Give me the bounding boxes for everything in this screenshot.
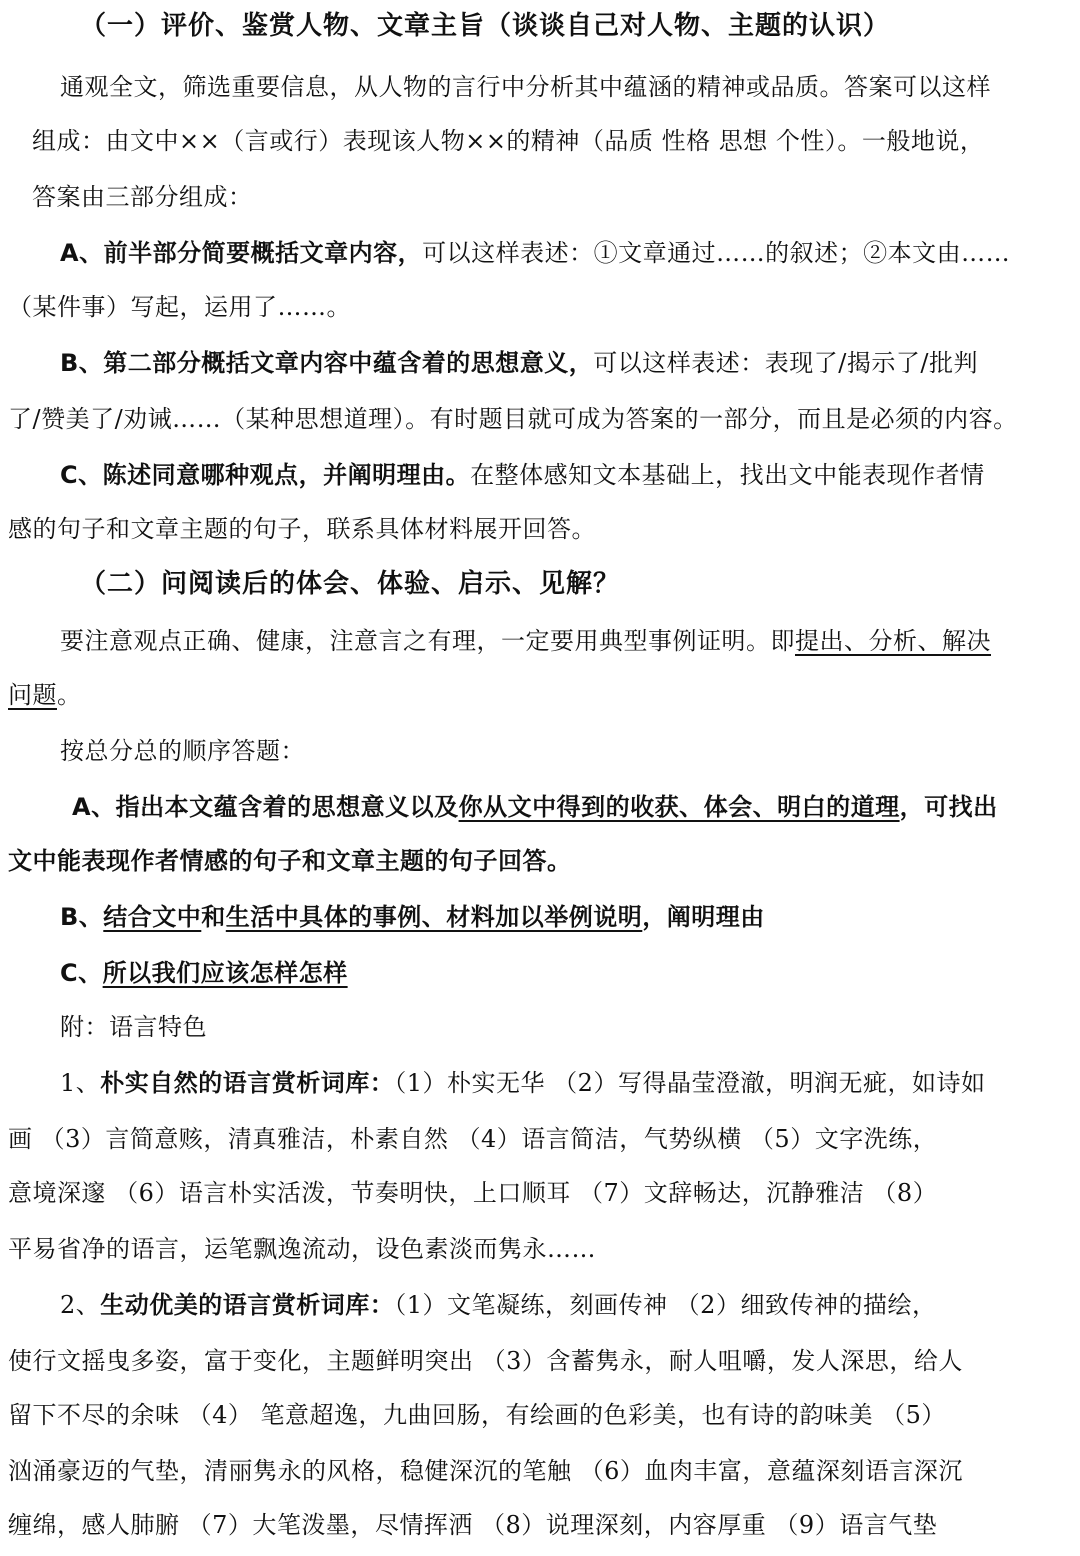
point-b-rest: 可以这样表述：表现了/揭示了/批判 [593,349,978,377]
item1-number: 1、 [60,1069,101,1097]
appendix-item2-line3: 留下不尽的余味 （4） 笔意超逸，九曲回肠，有绘画的色彩美，也有诗的韵味美 （5） [8,1401,946,1429]
section2-order: 按总分总的顺序答题： [60,737,305,765]
appendix-title: 附：语言特色 [60,1013,207,1041]
s2-c-underline: 所以我们应该怎样怎样 [102,959,348,987]
section2-para1-line2 [8,678,82,712]
point-a-bold: A、前半部分简要概括文章内容， [60,239,423,267]
appendix-item1-line3: 意境深邃 （6）语言朴实活泼，节奏明快，上口顺耳 （7）文辞畅达，沉静雅洁 （8） [8,1179,938,1207]
s2-b-prefix: B、 [60,903,104,931]
point-c-bold: C、陈述同意哪种观点，并阐明理由。 [60,461,471,489]
s2-c-prefix: C、 [60,959,103,987]
section2-point-a-line1 [72,790,998,824]
para1-plain: 要注意观点正确、健康，注意言之有理，一定要用典型事例证明。即 [60,627,795,655]
section2-point-b [60,900,765,934]
appendix-item2-line2: 使行文摇曳多姿，富于变化，主题鲜明突出 （3）含蓄隽永，耐人咀嚼，发人深思，给人 [8,1347,963,1375]
section1-point-b-line1 [60,346,978,380]
point-b-bold: B、第二部分概括文章内容中蕴含着的思想意义， [60,349,594,377]
section2-point-a-line2: 文中能表现作者情感的句子和文章主题的句子回答。 [8,847,572,875]
item2-rest: （1）文笔凝练，刻画传神 （2）细致传神的描绘， [394,1291,937,1319]
s2-b-underline1: 结合文中 [103,903,202,931]
appendix-item1-line1 [60,1066,985,1100]
appendix-item2-line1 [60,1288,936,1322]
section1-point-c-line2: 感的句子和文章主题的句子，联系具体材料展开回答。 [8,515,596,543]
item1-rest: （1）朴实无华 （2）写得晶莹澄澈，明润无疵，如诗如 [394,1069,986,1097]
section1-heading: （一）评价、鉴赏人物、文章主旨（谈谈自己对人物、主题的认识） [80,11,891,41]
section1-intro-line3: 答案由三部分组成： [32,183,253,211]
section1-intro-line1: 通观全文，筛选重要信息，从人物的言行中分析其中蕴涵的精神或品质。答案可以这样 [60,73,991,101]
item2-bold: 生动优美的语言赏析词库： [100,1291,395,1319]
appendix-item2-line4: 汹涌豪迈的气垫，清丽隽永的风格，稳健深沉的笔触 （6）血肉丰富，意蕴深刻语言深沉 [8,1457,963,1485]
appendix-item2-line5: 缠绵，感人肺腑 （7）大笔泼墨，尽情挥洒 （8）说理深刻，内容厚重 （9）语言气垫 [8,1511,938,1539]
s2-a-bold: A、指出本文蕴含着的思想意义以及 [72,793,459,821]
item2-number: 2、 [60,1291,101,1319]
s2-b-tail: ，阐明理由 [642,903,765,931]
section2-heading: （二）问阅读后的体会、体验、启示、见解？ [80,569,621,599]
para1-underline: 提出、分析、解决 [795,627,991,655]
point-a-rest: 可以这样表述：①文章通过……的叙述；②本文由…… [422,239,1011,267]
appendix-item1-line2: 画 （3）言简意赅，清真雅洁，朴素自然 （4）语言简洁，气势纵横 （5）文字洗练， [8,1125,938,1153]
section1-intro-line2: 组成：由文中××（言或行）表现该人物××的精神（品质 性格 思想 个性）。一般地说， [32,127,985,155]
section1-point-c-line1 [60,458,985,492]
section2-para1-line1 [60,624,991,658]
item1-bold: 朴实自然的语言赏析词库： [100,1069,395,1097]
s2-b-underline2: 生活中具体的事例、材料加以举例说明 [225,903,643,931]
s2-a-underline: 你从文中得到的收获、体会、明白的道理 [458,793,900,821]
section1-point-b-line2: 了/赞美了/劝诫……（某种思想道理）。有时题目就可成为答案的一部分，而且是必须的内容。 [8,405,1018,433]
section2-point-c [60,956,348,990]
section1-point-a-line1 [60,236,1010,270]
section1-point-a-line2: （某件事）写起，运用了……。 [8,293,351,321]
para1-period: 。 [57,681,82,709]
appendix-item1-line4: 平易省净的语言，运笔飘逸流动，设色素淡而隽永…… [8,1235,596,1263]
para1-underline-end: 问题 [8,681,57,709]
s2-a-tail: ，可找出 [899,793,998,821]
point-c-rest: 在整体感知文本基础上，找出文中能表现作者情 [470,461,985,489]
s2-b-mid: 和 [201,903,226,931]
